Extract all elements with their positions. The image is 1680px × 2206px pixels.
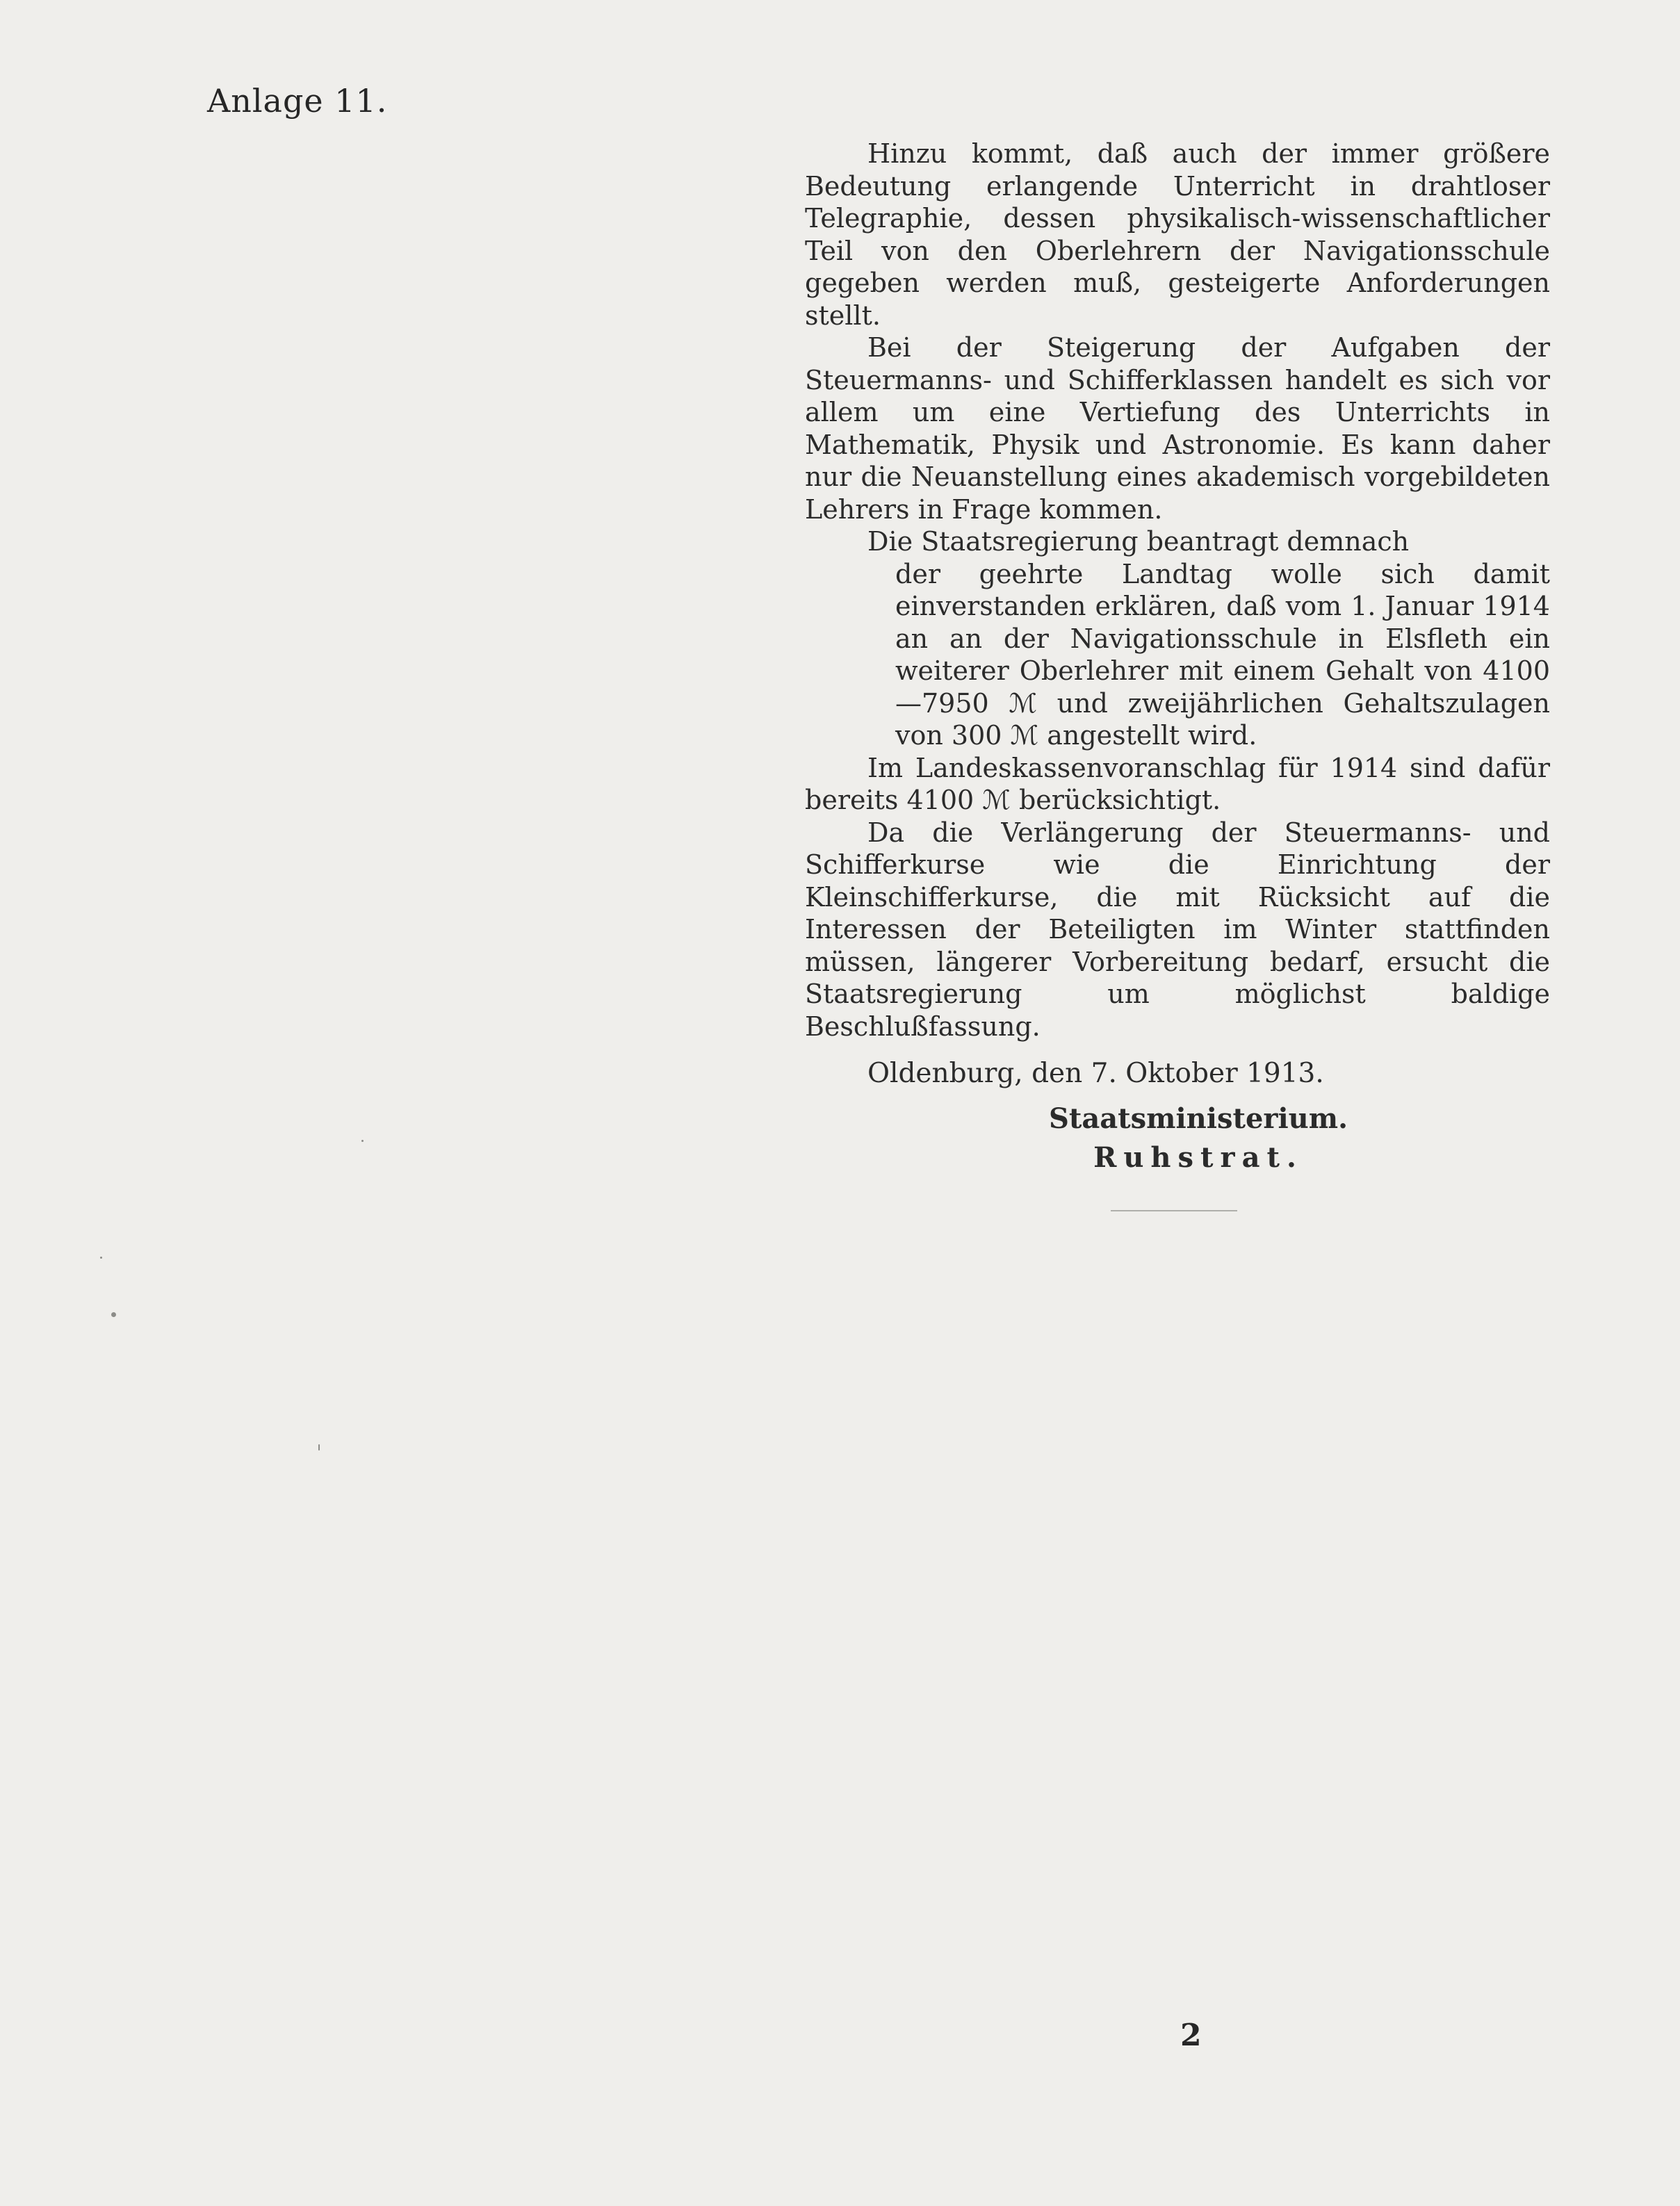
paragraph-budget: Im Landeskassenvoranschlag für 1914 sind dafür bereits 4100 ℳ berücksichtigt.: [805, 752, 1550, 815]
paragraph-request-decision: Da die Verlängerung der Steuermanns- und Schifferkurse wie die Einrichtung der Kleinschifferkurse, die mit Rücksicht auf die Interessen der Beteiligten im Winter stattfinden müssen, längerer Vorbereitung bedarf, ersucht die Staatsregierung um möglichst baldige Beschlußfassung.: [805, 817, 1550, 1042]
paragraph-telegraphy: Hinzu kommt, daß auch der immer größere Bedeutung erlangende Unterricht in drahtloser Telegraphie, dessen physikalisch-wissenschaftlicher Teil von den Oberlehrern der Navigationsschule gegeben werden muß, gesteigerte Anforderungen stellt.: [805, 138, 1550, 331]
motion-text: der geehrte Landtag wolle sich damit einverstanden erklären, daß vom 1. Januar 1914 an an der Navigationsschule in Elsfleth ein weiterer Oberlehrer mit einem Gehalt von 4100—7950 ℳ und zweijährlichen Gehaltszulagen von 300 ℳ angestellt wird.: [895, 558, 1550, 751]
paper-speck: [361, 1140, 364, 1142]
signature: Ruhstrat.: [1093, 1141, 1303, 1174]
paragraph-government-motion-intro: Die Staatsregierung beantragt demnach: [867, 526, 1410, 557]
paper-speck: [100, 1257, 102, 1259]
paragraph-teaching-requirements: Bei der Steigerung der Aufgaben der Steuermanns- und Schifferklassen handelt es sich vor allem um eine Vertiefung des Unterrichts in Mathematik, Physik und Astronomie. Es kann daher nur die Neuanstellung eines akademisch vorgebildeten Lehrers in Frage kommen.: [805, 332, 1550, 525]
annex-label: Anlage 11.: [207, 82, 388, 120]
page-number: 2: [1180, 2018, 1202, 2053]
place-date-line: Oldenburg, den 7. Oktober 1913.: [867, 1058, 1324, 1089]
paper-speck: [318, 1444, 320, 1451]
ministry-name: Staatsministerium.: [1048, 1102, 1348, 1135]
paper-speck: [111, 1312, 116, 1317]
body-text-column: [805, 138, 1550, 1175]
section-divider: [1111, 1210, 1237, 1211]
